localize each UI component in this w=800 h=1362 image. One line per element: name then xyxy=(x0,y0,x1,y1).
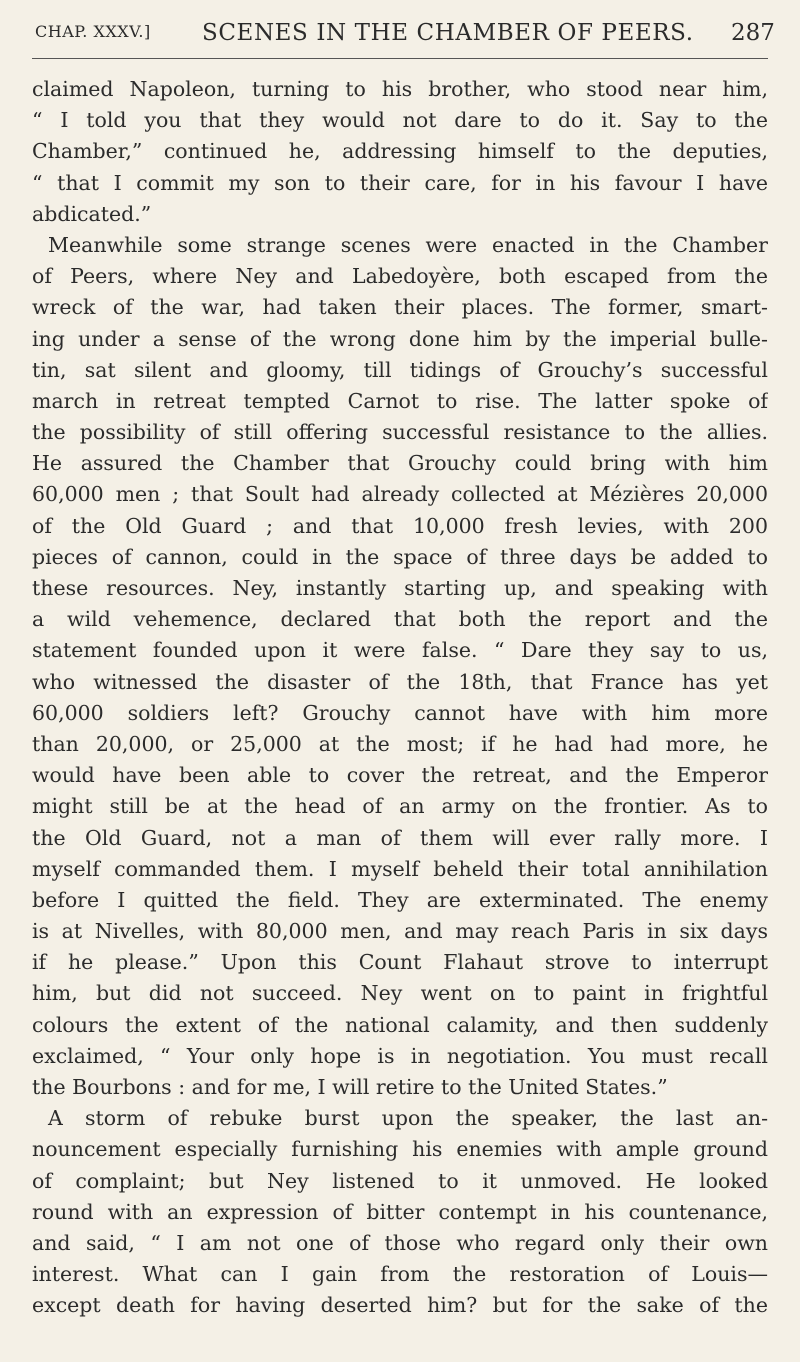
text-line: colours the extent of the national calamity, and then suddenly xyxy=(32,1012,768,1037)
text-line: before I quitted the field. They are exterminated. The enemy xyxy=(32,887,768,912)
text-line: might still be at the head of an army on the frontier. As to xyxy=(32,794,768,819)
text-line: wreck of the war, had taken their places. The former, smart- xyxy=(32,295,768,320)
running-header xyxy=(0,0,800,64)
text-line: ing under a sense of the wrong done him by the imperial bulle- xyxy=(32,326,768,351)
text-line: march in retreat tempted Carnot to rise. The latter spoke of xyxy=(32,388,768,413)
text-line: these resources. Ney, instantly starting up, and speaking with xyxy=(32,576,768,600)
text-line: exclaimed, “ Your only hope is in negotiation. You must recall xyxy=(32,1043,768,1068)
page-number: 287 xyxy=(731,20,775,46)
text-line: myself commanded them. I myself beheld their total annihilation xyxy=(32,856,768,881)
text-line: statement founded upon it were false. “ Dare they say to us, xyxy=(32,638,768,663)
text-line: round with an expression of bitter contempt in his countenance, xyxy=(32,1199,768,1224)
text-line: than 20,000, or 25,000 at the most; if he had had more, he xyxy=(32,731,768,756)
chapter-label: CHAP. XXXV.] xyxy=(35,22,151,41)
text-line: 60,000 soldiers left? Grouchy cannot have with him more xyxy=(32,700,768,725)
text-line: 60,000 men ; that Soult had already collected at Mézières 20,000 xyxy=(32,482,768,507)
text-line: tin, sat silent and gloomy, till tidings of Grouchy’s successful xyxy=(32,357,768,382)
text-line: A storm of rebuke burst upon the speaker, the last an- xyxy=(48,1106,768,1131)
text-line: is at Nivelles, with 80,000 men, and may reach Paris in six days xyxy=(32,919,768,944)
text-line: the Bourbons : and for me, I will retire to the United States.” xyxy=(32,1075,668,1099)
text-line: him, but did not succeed. Ney went on to paint in frightful xyxy=(32,981,768,1006)
text-line: Meanwhile some strange scenes were enacted in the Chamber xyxy=(48,232,768,257)
text-line: who witnessed the disaster of the 18th, that France has yet xyxy=(32,669,768,694)
body-text xyxy=(32,74,768,1322)
text-line: and said, “ I am not one of those who regard only their own xyxy=(32,1230,768,1255)
text-line: except death for having deserted him? but for the sake of the xyxy=(32,1293,768,1318)
text-line: the Old Guard, not a man of them will ever rally more. I xyxy=(32,825,768,850)
text-line: “ that I commit my son to their care, for in his favour I have xyxy=(32,170,768,195)
text-line: would have been able to cover the retreat, and the Emperor xyxy=(32,763,768,788)
text-line: a wild vehemence, declared that both the report and the xyxy=(32,607,768,632)
text-line: pieces of cannon, could in the space of three days be added to xyxy=(32,544,768,569)
text-line: the possibility of still offering successful resistance to the allies. xyxy=(32,420,768,445)
text-line: abdicated.” xyxy=(32,201,152,226)
text-line: He assured the Chamber that Grouchy could bring with him xyxy=(32,451,768,476)
text-line: “ I told you that they would not dare to do it. Say to the xyxy=(32,108,768,133)
text-line: of the Old Guard ; and that 10,000 fresh levies, with 200 xyxy=(32,513,768,538)
text-line: of Peers, where Ney and Labedoyère, both escaped from the xyxy=(32,264,768,289)
text-line: interest. What can I gain from the restoration of Louis— xyxy=(32,1262,768,1287)
text-line: Chamber,” continued he, addressing himself to the deputies, xyxy=(32,139,768,164)
running-title: SCENES IN THE CHAMBER OF PEERS. xyxy=(202,20,694,46)
text-line: of complaint; but Ney listened to it unmoved. He looked xyxy=(32,1168,768,1193)
text-line: if he please.” Upon this Count Flahaut strove to interrupt xyxy=(32,950,768,975)
text-line: claimed Napoleon, turning to his brother, who stood near him, xyxy=(32,77,768,101)
header-rule xyxy=(32,58,768,59)
text-line: nouncement especially furnishing his enemies with ample ground xyxy=(32,1137,768,1162)
